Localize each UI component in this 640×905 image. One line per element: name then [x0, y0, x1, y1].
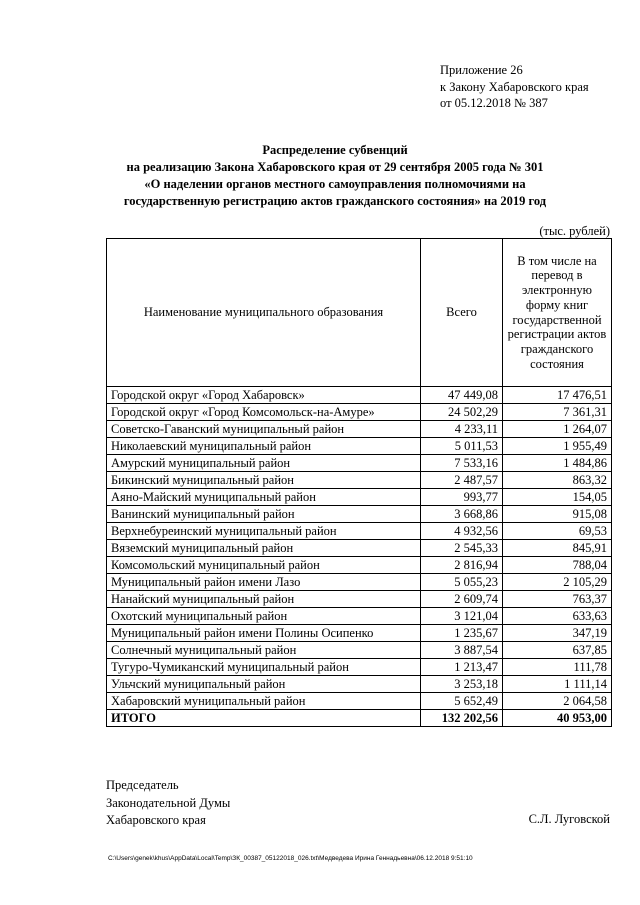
cell-total: 2 545,33 — [421, 540, 503, 557]
cell-total: 4 932,56 — [421, 523, 503, 540]
cell-digital: 154,05 — [503, 489, 612, 506]
cell-digital: 2 105,29 — [503, 574, 612, 591]
table-row — [107, 625, 612, 642]
cell-total: 5 011,53 — [421, 438, 503, 455]
cell-digital: 111,78 — [503, 659, 612, 676]
title-line: Распределение субвенций — [262, 143, 408, 157]
cell-name: Комсомольский муниципальный район — [107, 557, 421, 574]
cell-total: 3 887,54 — [421, 642, 503, 659]
header-total: Всего — [421, 239, 503, 387]
cell-name: Верхнебуреинский муниципальный район — [107, 523, 421, 540]
cell-total: 2 816,94 — [421, 557, 503, 574]
cell-digital: 637,85 — [503, 642, 612, 659]
cell-digital: 915,08 — [503, 506, 612, 523]
appendix-line: к Закону Хабаровского края — [440, 79, 589, 94]
cell-name: Тугуро-Чумиканский муниципальный район — [107, 659, 421, 676]
units-note: (тыс. рублей) — [539, 224, 610, 238]
cell-total: 7 533,16 — [421, 455, 503, 472]
cell-total: 5 652,49 — [421, 693, 503, 710]
file-path-footer: C:\Users\genek\khus\AppData\Local\Temp\ЗК_00387_05122018_026.txt\Медведева Ирина Геннадьевна\06.12.2018 9:51:10 — [108, 855, 473, 862]
cell-name: ИТОГО — [107, 710, 421, 727]
cell-total: 24 502,29 — [421, 404, 503, 421]
signature-block — [106, 777, 230, 830]
cell-name: Хабаровский муниципальный район — [107, 693, 421, 710]
table-row — [107, 693, 612, 710]
cell-digital: 347,19 — [503, 625, 612, 642]
table-row — [107, 404, 612, 421]
cell-digital: 863,32 — [503, 472, 612, 489]
title-line: «О наделении органов местного самоуправления полномочиями на — [144, 177, 526, 191]
table-header-row — [107, 239, 612, 387]
cell-total: 1 213,47 — [421, 659, 503, 676]
subvention-table — [106, 238, 612, 727]
cell-digital: 1 484,86 — [503, 455, 612, 472]
cell-name: Городской округ «Город Хабаровск» — [107, 387, 421, 404]
cell-digital: 1 264,07 — [503, 421, 612, 438]
cell-total: 3 121,04 — [421, 608, 503, 625]
cell-digital: 40 953,00 — [503, 710, 612, 727]
header-name: Наименование муниципального образования — [107, 239, 421, 387]
cell-name: Нанайский муниципальный район — [107, 591, 421, 608]
cell-total: 3 253,18 — [421, 676, 503, 693]
cell-digital: 788,04 — [503, 557, 612, 574]
table-row — [107, 523, 612, 540]
table-row — [107, 591, 612, 608]
table-row — [107, 642, 612, 659]
cell-name: Муниципальный район имени Полины Осипенко — [107, 625, 421, 642]
cell-total: 993,77 — [421, 489, 503, 506]
signature-line: Законодательной Думы — [106, 795, 231, 810]
title-line: на реализацию Закона Хабаровского края от 29 сентября 2005 года № 301 — [126, 160, 544, 174]
table-row — [107, 574, 612, 591]
table-row — [107, 472, 612, 489]
table-row — [107, 608, 612, 625]
cell-digital: 17 476,51 — [503, 387, 612, 404]
header-digital: В том числе на перевод в электронную форму книг государственной регистрации актов гражданского состояния — [503, 239, 612, 387]
cell-digital: 7 361,31 — [503, 404, 612, 421]
cell-total: 1 235,67 — [421, 625, 503, 642]
cell-digital: 763,37 — [503, 591, 612, 608]
cell-name: Ванинский муниципальный район — [107, 506, 421, 523]
cell-name: Вяземский муниципальный район — [107, 540, 421, 557]
table-row — [107, 438, 612, 455]
signatory-name: С.Л. Луговской — [528, 812, 610, 826]
cell-digital: 69,53 — [503, 523, 612, 540]
cell-total: 3 668,86 — [421, 506, 503, 523]
cell-name: Николаевский муниципальный район — [107, 438, 421, 455]
table-row — [107, 557, 612, 574]
cell-total: 47 449,08 — [421, 387, 503, 404]
table-row — [107, 676, 612, 693]
document-title — [95, 142, 575, 210]
cell-total: 2 487,57 — [421, 472, 503, 489]
table-body — [107, 387, 612, 727]
cell-digital: 1 955,49 — [503, 438, 612, 455]
cell-name: Амурский муниципальный район — [107, 455, 421, 472]
cell-total: 4 233,11 — [421, 421, 503, 438]
cell-name: Охотский муниципальный район — [107, 608, 421, 625]
table-total-row — [107, 710, 612, 727]
table-row — [107, 540, 612, 557]
cell-name: Советско-Гаванский муниципальный район — [107, 421, 421, 438]
cell-total: 5 055,23 — [421, 574, 503, 591]
table-row — [107, 506, 612, 523]
cell-digital: 633,63 — [503, 608, 612, 625]
appendix-line: от 05.12.2018 № 387 — [440, 96, 548, 110]
table-row — [107, 659, 612, 676]
cell-name: Ульчский муниципальный район — [107, 676, 421, 693]
cell-total: 2 609,74 — [421, 591, 503, 608]
table-row — [107, 421, 612, 438]
signature-line: Председатель — [106, 778, 179, 792]
cell-name: Муниципальный район имени Лазо — [107, 574, 421, 591]
title-line: государственную регистрацию актов гражданского состояния» на 2019 год — [123, 194, 547, 208]
cell-name: Аяно-Майский муниципальный район — [107, 489, 421, 506]
cell-digital: 2 064,58 — [503, 693, 612, 710]
cell-digital: 845,91 — [503, 540, 612, 557]
table-row — [107, 489, 612, 506]
cell-name: Солнечный муниципальный район — [107, 642, 421, 659]
appendix-line: Приложение 26 — [440, 63, 523, 77]
table-row — [107, 455, 612, 472]
cell-name: Городской округ «Город Комсомольск-на-Амуре» — [107, 404, 421, 421]
table-row — [107, 387, 612, 404]
cell-total: 132 202,56 — [421, 710, 503, 727]
appendix-reference — [440, 62, 589, 112]
cell-name: Бикинский муниципальный район — [107, 472, 421, 489]
cell-digital: 1 111,14 — [503, 676, 612, 693]
signature-line: Хабаровского края — [106, 813, 206, 827]
